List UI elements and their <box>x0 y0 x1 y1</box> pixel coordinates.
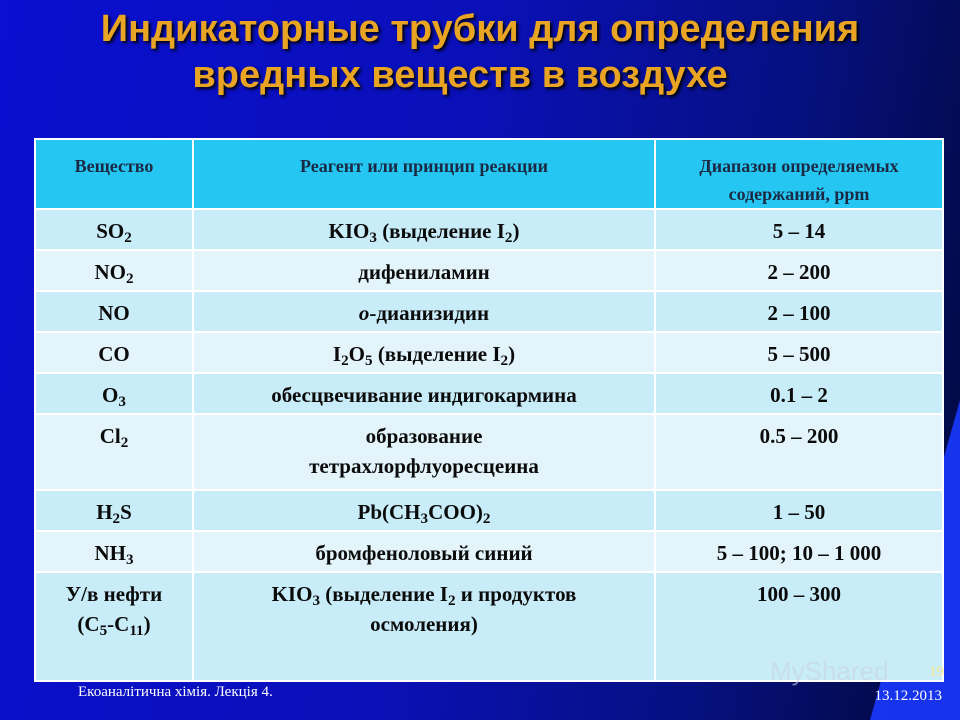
table-row <box>35 490 943 531</box>
table-body <box>35 209 943 681</box>
cell-substance: $SO_2$ <box>35 209 193 250</box>
cell-reagent: дифениламин <box>193 250 655 291</box>
table-row <box>35 332 943 373</box>
header-range: Диапазон определяемых содержаний, ppm <box>655 139 943 209</box>
cell-reagent: о-дианизидин <box>193 291 655 332</box>
cell-substance: $H_2S$ <box>35 490 193 531</box>
cell-reagent: $I_2O_5$ (выделение $I_2$) <box>193 332 655 373</box>
title-line-2: вредных веществ в воздухе <box>192 54 728 96</box>
cell-range: 0.1 – 2 <box>655 373 943 414</box>
table-row <box>35 250 943 291</box>
cell-range: 0.5 – 200 <box>655 414 943 490</box>
cell-range: 1 – 50 <box>655 490 943 531</box>
cell-range: 5 – 14 <box>655 209 943 250</box>
cell-substance: NO <box>35 291 193 332</box>
cell-substance: У/в нефти $(C_5-C_{11})$ <box>35 572 193 681</box>
table-row <box>35 414 943 490</box>
cell-substance: $NH_3$ <box>35 531 193 572</box>
table-row <box>35 209 943 250</box>
slide-title <box>0 6 960 98</box>
table-row <box>35 531 943 572</box>
cell-substance: CO <box>35 332 193 373</box>
cell-reagent: $KIO_3$ (выделение $I_2$) <box>193 209 655 250</box>
table-row <box>35 291 943 332</box>
cell-range: 2 – 200 <box>655 250 943 291</box>
cell-reagent: бромфеноловый синий <box>193 531 655 572</box>
indicator-tubes-table <box>34 138 944 682</box>
table-header-row <box>35 139 943 209</box>
header-substance: Вещество <box>35 139 193 209</box>
cell-range: 2 – 100 <box>655 291 943 332</box>
cell-range: 5 – 100; 10 – 1 000 <box>655 531 943 572</box>
cell-substance: $O_3$ <box>35 373 193 414</box>
title-line-1: Индикаторные трубки для определения <box>100 8 860 50</box>
table-row <box>35 373 943 414</box>
cell-range: 5 – 500 <box>655 332 943 373</box>
cell-reagent: $KIO_3$ (выделение $I_2$ и продуктов осмоления) <box>193 572 655 681</box>
page-number: 19 <box>929 664 944 680</box>
cell-reagent: $Pb(CH_3COO)_2$ <box>193 490 655 531</box>
cell-substance: $Cl_2$ <box>35 414 193 490</box>
watermark-logo: MyShared <box>770 656 889 686</box>
cell-reagent: образование тетрахлорфлуоресцеина <box>193 414 655 490</box>
cell-substance: $NO_2$ <box>35 250 193 291</box>
footer-date: 13.12.2013 <box>874 688 942 704</box>
footer-lecture: Екоаналітична хімія. Лекція 4. <box>78 684 273 700</box>
cell-range: 100 – 300 <box>655 572 943 681</box>
cell-reagent: обесцвечивание индигокармина <box>193 373 655 414</box>
header-reagent: Реагент или принцип реакции <box>193 139 655 209</box>
